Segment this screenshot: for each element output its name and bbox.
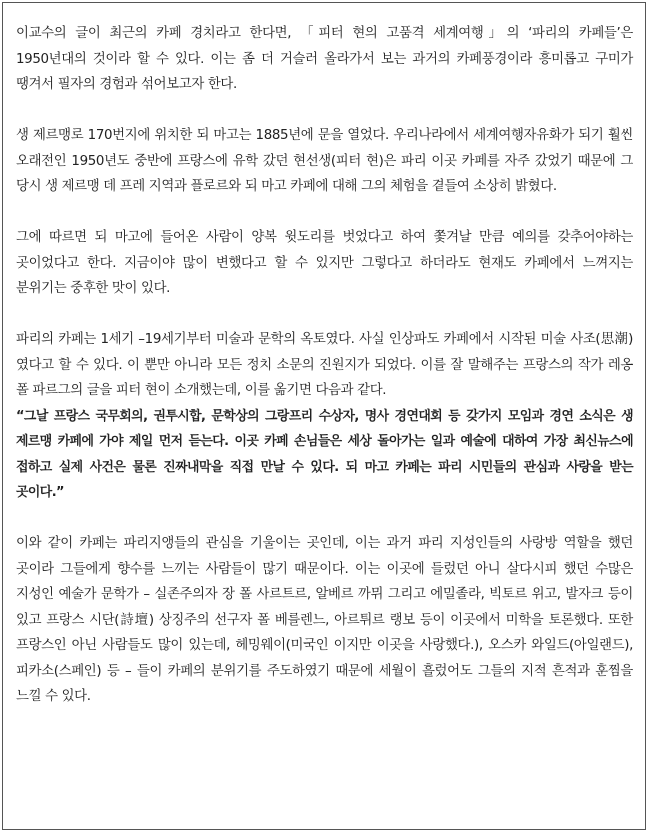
quote-leon-paul-fargue: “그날 프랑스 국무회의, 권투시합, 문학상의 그랑프리 수상자, 명사 경연대회 등 갖가지 모임과 경연 소식은 생 제르맹 카페에 가야 제일 먼저 듣는다. 이곳 카페 손님들은 세상 돌아가는 일과 예술에 대하여 가장 최신뉴스에 접하고 실제 사건은 물론 진짜내막을 직접 만날 수 있다. 되 마고 카페는 파리 시민들의 관심과 사랑을 받는 곳이다.” <box>16 408 633 500</box>
paragraph-art-and-politics: 파리의 카페는 1세기 –19세기부터 미술과 문학의 옥토였다. 사실 인상파도 카페에서 시작된 미술 사조(思潮)였다고 할 수 있다. 이 뿐만 아니라 모든 정치 소문의 진원지가 되었다. 이를 잘 말해주는 프랑스의 작가 레옹 폴 파르그의 글을 피터 현이 소개했는데, 이를 옮기면 다음과 같다. <box>16 332 633 398</box>
paragraph-deux-magots-history: 생 제르맹로 170번지에 위치한 되 마고는 1885년에 문을 열었다. 우리나라에서 세계여행자유화가 되기 훨씬 오래전인 1950년도 중반에 프랑스에 유학 갔던 현선생(피터 현)은 파리 이곳 카페를 자주 갔었기 때문에 그 당시 생 제르맹 데 프레 지역과 플로르와 되 마고 카페에 대해 그의 체험을 곁들여 소상히 밝혔다. <box>16 128 633 194</box>
paragraph-etiquette: 그에 따르면 되 마고에 들어온 사람이 양복 윗도리를 벗었다고 하여 쫓겨날 만큼 예의를 갖추어야하는 곳이었다고 한다. 지금이야 많이 변했다고 할 수 있지만 그렇다고 하더라도 현재도 카페에서 느껴지는 분위기는 중후한 맛이 있다. <box>16 230 633 296</box>
paragraph-intro: 이교수의 글이 최근의 카페 경치라고 한다면, 「피터 현의 고품격 세계여행」의 ‘파리의 카페들’은 1950년대의 것이라 할 수 있다. 이는 좀 더 거슬러 올라가서 보는 과거의 카페풍경이라 흥미롭고 구미가 땡겨서 필자의 경험과 섞어보고자 한다. <box>16 26 633 92</box>
article-frame <box>2 2 646 830</box>
paragraph-intellectuals: 이와 같이 카페는 파리지앵들의 관심을 기울이는 곳인데, 이는 과거 파리 지성인들의 사랑방 역할을 했던 곳이라 그들에게 향수를 느끼는 사람들이 많기 때문이다. 이는 이곳에 들렀던 아니 살다시피 했던 수많은 지성인 예술가 문학가 – 실존주의자 장 폴 사르트르, 알베르 까뮈 그리고 에밀졸라, 빅토르 위고, 발자크 등이 있고 프랑스 시단(詩壇) 상징주의 선구자 폴 베를렌느, 아르튀르 랭보 등이 이곳에서 미학을 토론했다. 또한 프랑스인 아닌 사람들도 많이 있는데, 헤밍웨이(미국인 이지만 이곳을 사랑했다.), 오스카 와일드(아일랜드), 피카소(스페인) 등 – 들이 카페의 분위기를 주도하였기 때문에 세월이 흘렀어도 그들의 지적 흔적과 훈찜을 느낄 수 있다. <box>16 536 633 704</box>
